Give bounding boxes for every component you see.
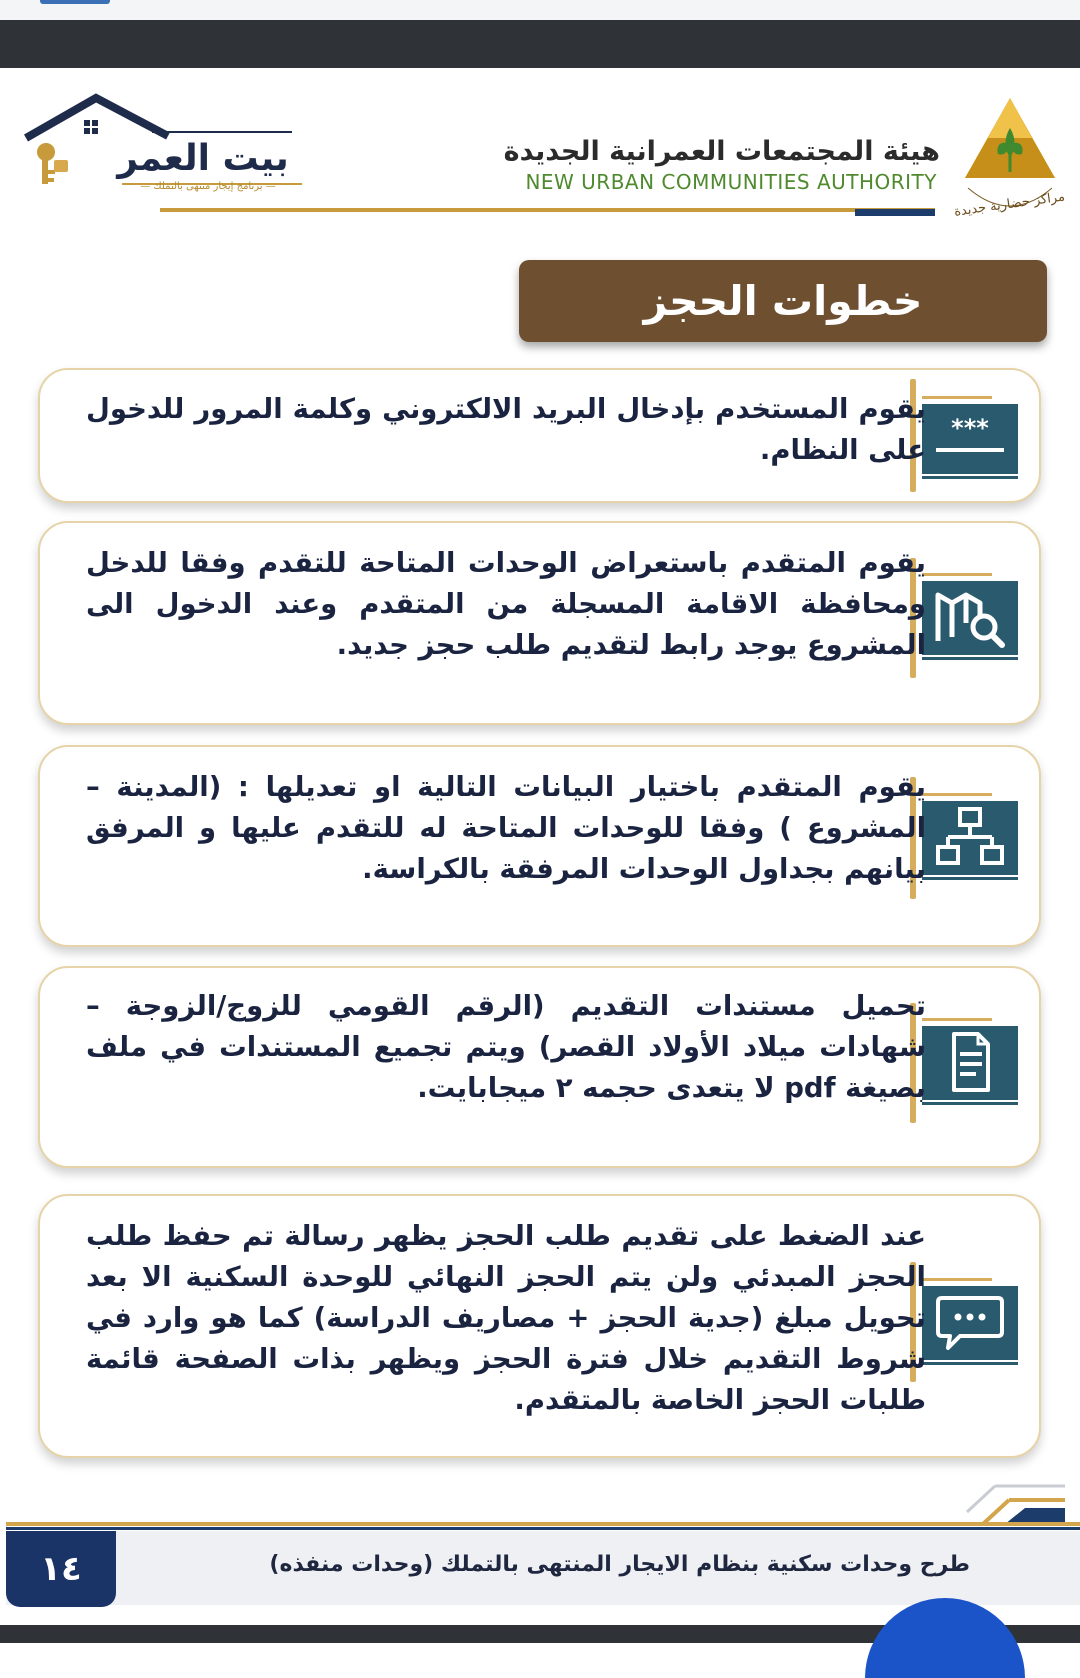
scroll-indicator	[40, 0, 110, 4]
program-title: بيت العمر	[117, 138, 289, 179]
header-divider-gold	[160, 208, 935, 212]
step-text: عند الضغط على تقديم طلب الحجز يظهر رسالة تم حفظ طلب الحجز المبدئي ولن يتم الحجز النهائي للوحدة السكنية الا بعد تحويل مبلغ (جدية الحجز + مصاريف الدراسة) كما هو وارد في شروط التقديم خلال فترة الحجز ويظهر بذات الصفحة قائمة طلبات الحجز الخاصة بالمتقدم.	[86, 1220, 926, 1416]
footer-divider-navy	[6, 1527, 1080, 1530]
floating-action-button[interactable]	[865, 1598, 1025, 1678]
step-card-4	[38, 966, 1041, 1168]
footer-divider-gold	[6, 1522, 1080, 1526]
chat-message-icon	[920, 1278, 1020, 1368]
document-icon	[920, 1018, 1020, 1108]
step-card-5	[38, 1194, 1041, 1458]
map-search-icon	[920, 573, 1020, 663]
header-divider-navy	[855, 209, 935, 216]
step-card-2	[38, 521, 1041, 725]
footer-decoration	[965, 1484, 1065, 1526]
section-title-banner: خطوات الحجز	[519, 260, 1047, 342]
nuca-logo-caption: مراكز حضارية جديدة	[953, 189, 1066, 220]
authority-name-arabic: هيئة المجتمعات العمرانية الجديدة	[503, 136, 940, 167]
nuca-logo	[953, 96, 1066, 221]
svg-text:***: ***	[951, 414, 989, 442]
program-subtitle: — برنامج إيجار منتهى بالتملك —	[140, 181, 276, 192]
step-text: يقوم المستخدم بإدخال البريد الالكتروني وكلمة المرور للدخول على النظام.	[86, 393, 926, 466]
footer-title: طرح وحدات سكنية بنظام الايجار المنتهى بالتملك (وحدات منفذه)	[269, 1552, 970, 1577]
hierarchy-icon	[920, 793, 1020, 883]
authority-name-english: NEW URBAN COMMUNITIES AUTHORITY	[525, 170, 937, 194]
page-number: ١٤	[6, 1531, 116, 1607]
step-card-1	[38, 368, 1041, 503]
password-screen-icon	[920, 396, 1020, 480]
step-text: تحميل مستندات التقديم (الرقم القومي للزوج/الزوجة – شهادات ميلاد الأولاد القصر) ويتم تجميع المستندات في ملف بصيغة pdf لا يتعدى حجمه ٢ ميجابايت.	[86, 990, 926, 1104]
top-dark-bar	[0, 20, 1080, 68]
step-text: يقوم المتقدم باستعراض الوحدات المتاحة للتقدم وفقا للدخل ومحافظة الاقامة المسجلة من المتقدم وعند الدخول الى المشروع يوجد رابط لتقديم طلب حجز جديد.	[86, 547, 926, 661]
top-status-strip	[0, 0, 1080, 20]
step-text: يقوم المتقدم باختيار البيانات التالية او تعديلها : (المدينة – المشروع ) وفقا للوحدات المتاحة له للتقدم عليها و المرفق بيانهم بجداول الوحدات المرفقة بالكراسة.	[86, 771, 926, 885]
step-card-3	[38, 745, 1041, 947]
